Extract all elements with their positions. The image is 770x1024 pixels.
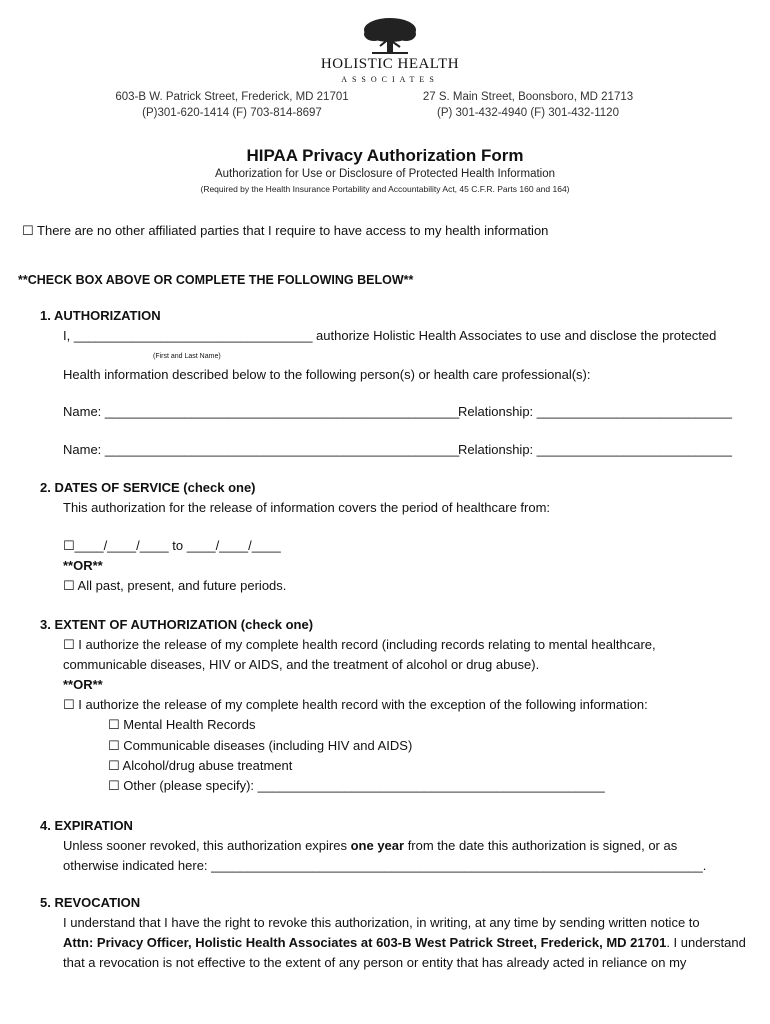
revocation-text-2 bbox=[63, 934, 746, 952]
name-field-1[interactable]: Name: _________________________________________________ bbox=[63, 404, 460, 419]
complete-record-text: communicable diseases, HIV or AIDS, and the treatment of alcohol or drug abuse). bbox=[63, 657, 540, 672]
expiration-term: one year bbox=[350, 838, 405, 853]
form-subtitle: Authorization for Use or Disclosure of Protected Health Information bbox=[214, 168, 556, 180]
office-boonsboro-phone: (P) 301-432-4940 (F) 301-432-1120 bbox=[437, 107, 619, 119]
relationship-field-2[interactable]: Relationship: ___________________________ bbox=[458, 442, 732, 457]
or-label: **OR** bbox=[63, 558, 103, 573]
revocation-text-3: that a revocation is not effective to the extent of any person or entity that has already acted in reliance on my bbox=[63, 955, 687, 970]
expiration-text bbox=[63, 837, 677, 855]
office-frederick-address: 603-B W. Patrick Street, Frederick, MD 21701 bbox=[115, 91, 349, 103]
expiration-other-field[interactable]: otherwise indicated here: ____________________________________________________________________. bbox=[63, 858, 707, 873]
form-legal-note: (Required by the Health Insurance Portability and Accountability Act, 45 C.F.R. Parts 160 and 164) bbox=[200, 184, 570, 194]
section-expiration-heading: 4. EXPIRATION bbox=[40, 818, 133, 833]
instruction: **CHECK BOX ABOVE OR COMPLETE THE FOLLOWING BELOW** bbox=[18, 273, 414, 287]
section-authorization-heading: 1. AUTHORIZATION bbox=[40, 308, 161, 323]
other-checkbox[interactable]: ☐ Other (please specify): ________________________________________________ bbox=[108, 778, 605, 793]
alcohol-drug-checkbox[interactable]: ☐ Alcohol/drug abuse treatment bbox=[108, 758, 293, 773]
privacy-officer-address: Attn: Privacy Officer, Holistic Health Associates at 603-B West Patrick Street, Frederick, MD 21701 bbox=[63, 935, 667, 950]
relationship-field-1[interactable]: Relationship: ___________________________ bbox=[458, 404, 732, 419]
revocation-text-2b: . I understand bbox=[666, 935, 746, 950]
tree-icon bbox=[360, 16, 420, 56]
name-field-2[interactable]: Name: _________________________________________________ bbox=[63, 442, 460, 457]
office-boonsboro bbox=[400, 89, 656, 121]
form-title: HIPAA Privacy Authorization Form bbox=[246, 146, 524, 165]
section-revocation-heading: 5. REVOCATION bbox=[40, 895, 141, 910]
office-frederick-phone: (P)301-620-1414 (F) 703-814-8697 bbox=[142, 107, 322, 119]
office-frederick bbox=[92, 89, 372, 121]
expiration-text-c: from the date this authorization is signed, or as bbox=[404, 838, 678, 853]
logo bbox=[320, 16, 460, 88]
section-extent-heading: 3. EXTENT OF AUTHORIZATION (check one) bbox=[40, 617, 314, 632]
or-label-2: **OR** bbox=[63, 677, 103, 692]
expiration-text-a: Unless sooner revoked, this authorization expires bbox=[63, 838, 351, 853]
section-dates-heading: 2. DATES OF SERVICE (check one) bbox=[40, 480, 256, 495]
logo-name: HOLISTIC HEALTH bbox=[320, 56, 460, 72]
authorizer-name-line[interactable]: I, _________________________________ authorize Holistic Health Associates to use and disclose the protected bbox=[63, 328, 717, 343]
name-hint: (First and Last Name) bbox=[153, 353, 221, 360]
logo-subtitle: ASSOCIATES bbox=[341, 75, 439, 84]
exception-checkbox[interactable]: ☐ I authorize the release of my complete health record with the exception of the following information: bbox=[63, 697, 648, 712]
date-range-checkbox[interactable]: ☐____/____/____ to ____/____/____ bbox=[63, 538, 281, 553]
office-boonsboro-address: 27 S. Main Street, Boonsboro, MD 21713 bbox=[422, 91, 634, 103]
no-affiliates-checkbox[interactable]: ☐ There are no other affiliated parties that I require to have access to my health information bbox=[22, 223, 549, 238]
complete-record-checkbox[interactable]: ☐ I authorize the release of my complete health record (including records relating to mental healthcare, bbox=[63, 637, 656, 652]
authorization-text: Health information described below to the following person(s) or health care professional(s): bbox=[63, 367, 591, 382]
mental-health-checkbox[interactable]: ☐ Mental Health Records bbox=[108, 717, 256, 732]
all-periods-checkbox[interactable]: ☐ All past, present, and future periods. bbox=[63, 578, 287, 593]
communicable-checkbox[interactable]: ☐ Communicable diseases (including HIV and AIDS) bbox=[108, 738, 413, 753]
revocation-text-1: I understand that I have the right to revoke this authorization, in writing, at any time by sending written notice to bbox=[63, 915, 700, 930]
dates-text: This authorization for the release of information covers the period of healthcare from: bbox=[63, 500, 551, 515]
